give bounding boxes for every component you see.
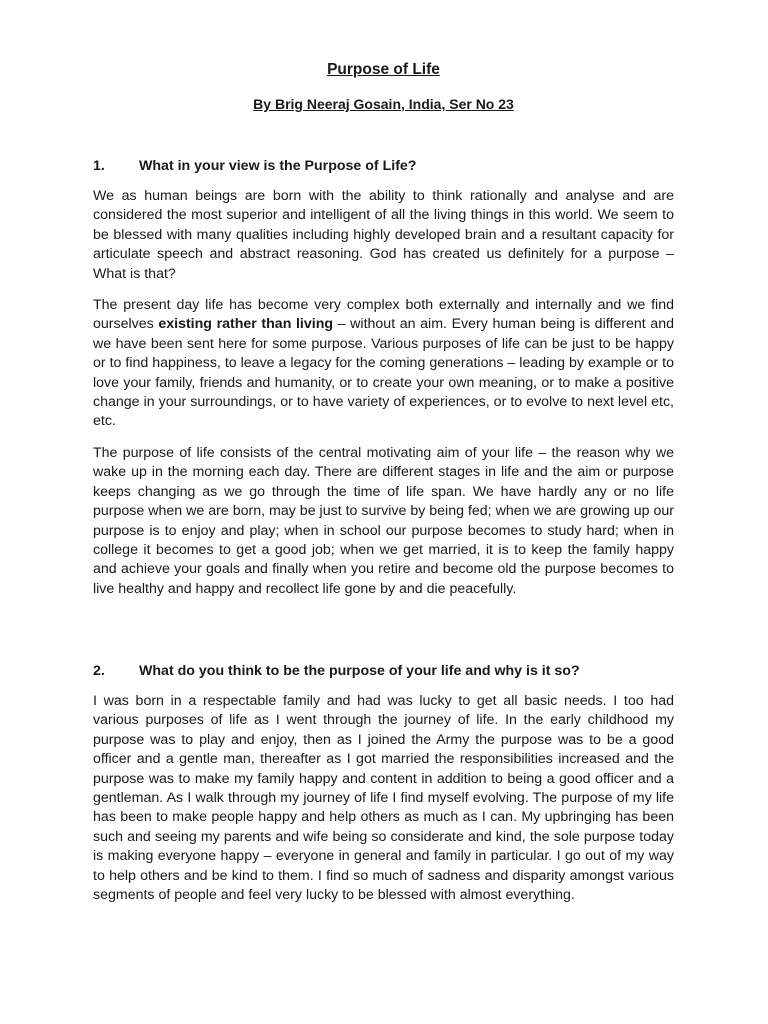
paragraph-text: – without an aim. Every human being is different and we have been sent here for some purpose. Various purposes of life can be just to be happy or to find happiness, to leave a legacy for the coming generations – leading by example or to love your family, friends and humanity, or to create your own meaning, or to make a positive change in your surroundings, or to have variety of experiences, or to evolve to next level etc, etc. [93, 316, 674, 430]
section-1-question: What in your view is the Purpose of Life? [139, 158, 417, 174]
emphasis-text: existing rather than living [158, 316, 334, 333]
paragraph-text: The present day life has become very complex both externally and internally and we find ourselves [93, 297, 674, 333]
author-byline: By Brig Neeraj Gosain, India, Ser No 23 [253, 96, 514, 112]
section-2-number: 2. [93, 663, 105, 679]
section-1-paragraph-1: We as human beings are born with the ability to think rationally and analyse and are considered the most superior and intelligent of all the living things in this world. We seem to be blessed with many qualities including highly developed brain and a resultant capacity for articulate speech and abstract reasoning. God has created us definitely for a purpose – What is that? [93, 188, 674, 282]
section-2-paragraph-1: I was born in a respectable family and had was lucky to get all basic needs. I too had various purposes of life as I went through the journey of life. In the early childhood my purpose was to play and enjoy, then as I joined the Army the purpose was to be a good officer and a gentle man, thereafter as I got married the responsibilities increased and the purpose was to make my family happy and content in addition to being a good officer and a gentleman. As I walk through my journey of life I find myself evolving. The purpose of my life has been to make people happy and help others as much as I can. My upbringing has been such and seeing my parents and wife being so considerate and kind, the sole purpose today is making everyone happy – everyone in general and family in particular. I go out of my way to help others and be kind to them. I find so much of sadness and disparity amongst various segments of people and feel very lucky to be blessed with almost everything. [93, 693, 674, 904]
section-1-number: 1. [93, 158, 105, 174]
section-2-question: What do you think to be the purpose of your life and why is it so? [139, 663, 580, 679]
section-1-paragraph-2 [93, 296, 674, 432]
document-title: Purpose of Life [327, 61, 440, 78]
section-1-paragraph-3: The purpose of life consists of the central motivating aim of your life – the reason why we wake up in the morning each day. There are different stages in life and the aim or purpose keeps changing as we go through the time of life span. We have hardly any or no life purpose when we are born, may be just to survive by being fed; when we are growing up our purpose is to enjoy and play; when in school our purpose becomes to study hard; when in college it becomes to get a good job; when we get married, it is to keep the family happy and achieve your goals and finally when you retire and become old the purpose becomes to live healthy and happy and recollect life gone by and die peacefully. [93, 445, 674, 597]
section-1-heading [93, 156, 674, 176]
section-2-heading [93, 661, 674, 681]
